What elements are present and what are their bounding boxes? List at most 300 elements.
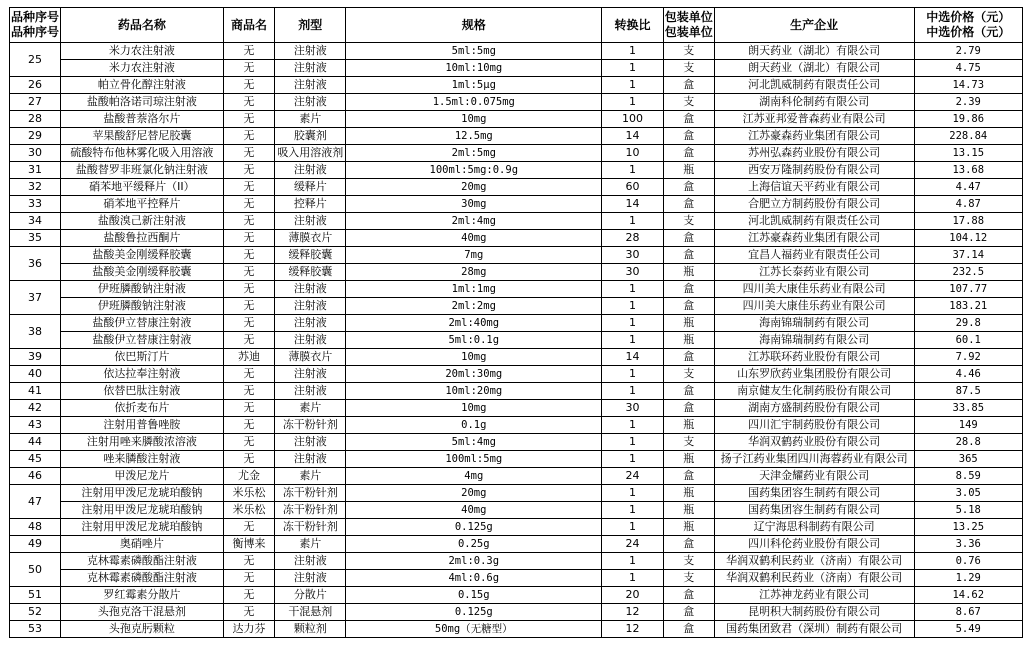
cell-drug-name: 依巴斯汀片 [61, 349, 224, 366]
header-no: 品种序号 品种序号 [10, 8, 61, 43]
cell-manufacturer: 上海信谊天平药业有限公司 [714, 179, 914, 196]
cell-ratio: 14 [602, 349, 663, 366]
header-pack-unit: 包装单位 包装单位 [663, 8, 714, 43]
cell-ratio: 1 [602, 332, 663, 349]
cell-no: 36 [10, 247, 61, 281]
cell-dosage-form: 注射液 [275, 383, 346, 400]
cell-no: 42 [10, 400, 61, 417]
cell-spec: 5ml:5mg [346, 43, 602, 60]
table-row [10, 332, 1023, 349]
cell-price: 183.21 [914, 298, 1023, 315]
cell-spec: 0.125g [346, 519, 602, 536]
cell-ratio: 1 [602, 417, 663, 434]
cell-pack-unit: 盒 [663, 77, 714, 94]
cell-ratio: 1 [602, 77, 663, 94]
cell-manufacturer: 江苏长泰药业有限公司 [714, 264, 914, 281]
cell-drug-name: 甲泼尼龙片 [61, 468, 224, 485]
cell-manufacturer: 扬子江药业集团四川海蓉药业有限公司 [714, 451, 914, 468]
cell-dosage-form: 注射液 [275, 162, 346, 179]
cell-ratio: 1 [602, 281, 663, 298]
cell-trade-name: 无 [223, 230, 275, 247]
cell-price: 37.14 [914, 247, 1023, 264]
cell-manufacturer: 合肥立方制药股份有限公司 [714, 196, 914, 213]
cell-pack-unit: 盒 [663, 281, 714, 298]
cell-drug-name: 硝苯地平控释片 [61, 196, 224, 213]
cell-no: 28 [10, 111, 61, 128]
table-row [10, 281, 1023, 298]
cell-no: 50 [10, 553, 61, 587]
cell-ratio: 1 [602, 162, 663, 179]
cell-no: 45 [10, 451, 61, 468]
cell-price: 87.5 [914, 383, 1023, 400]
cell-spec: 7mg [346, 247, 602, 264]
cell-no: 44 [10, 434, 61, 451]
cell-dosage-form: 吸入用溶液剂 [275, 145, 346, 162]
cell-spec: 4ml:0.6g [346, 570, 602, 587]
cell-ratio: 1 [602, 94, 663, 111]
cell-trade-name: 苏迪 [223, 349, 275, 366]
header-drug-name: 药品名称 [61, 8, 224, 43]
cell-manufacturer: 华润双鹤利民药业（济南）有限公司 [714, 570, 914, 587]
cell-spec: 2ml:5mg [346, 145, 602, 162]
cell-spec: 50mg（无糖型） [346, 621, 602, 638]
cell-manufacturer: 国药集团容生制药有限公司 [714, 502, 914, 519]
cell-price: 5.49 [914, 621, 1023, 638]
cell-dosage-form: 缓释胶囊 [275, 247, 346, 264]
cell-price: 365 [914, 451, 1023, 468]
cell-manufacturer: 江苏豪森药业集团有限公司 [714, 128, 914, 145]
header-row [10, 8, 1023, 43]
cell-ratio: 20 [602, 587, 663, 604]
cell-manufacturer: 华润双鹤药业股份有限公司 [714, 434, 914, 451]
cell-manufacturer: 河北凯威制药有限责任公司 [714, 77, 914, 94]
cell-price: 14.62 [914, 587, 1023, 604]
cell-manufacturer: 宜昌人福药业有限责任公司 [714, 247, 914, 264]
cell-spec: 10mg [346, 111, 602, 128]
cell-ratio: 1 [602, 434, 663, 451]
cell-trade-name: 无 [223, 587, 275, 604]
cell-dosage-form: 控释片 [275, 196, 346, 213]
cell-no: 26 [10, 77, 61, 94]
cell-drug-name: 米力农注射液 [61, 43, 224, 60]
cell-pack-unit: 支 [663, 94, 714, 111]
cell-trade-name: 无 [223, 315, 275, 332]
cell-pack-unit: 盒 [663, 536, 714, 553]
cell-drug-name: 米力农注射液 [61, 60, 224, 77]
cell-spec: 1ml:1mg [346, 281, 602, 298]
cell-trade-name: 无 [223, 196, 275, 213]
cell-dosage-form: 注射液 [275, 332, 346, 349]
cell-manufacturer: 四川美大康佳乐药业有限公司 [714, 298, 914, 315]
cell-drug-name: 盐酸普萘洛尔片 [61, 111, 224, 128]
cell-spec: 0.1g [346, 417, 602, 434]
cell-price: 33.85 [914, 400, 1023, 417]
cell-spec: 2ml:2mg [346, 298, 602, 315]
cell-spec: 28mg [346, 264, 602, 281]
cell-dosage-form: 素片 [275, 536, 346, 553]
table-row [10, 383, 1023, 400]
cell-pack-unit: 盒 [663, 383, 714, 400]
cell-trade-name: 无 [223, 434, 275, 451]
cell-price: 8.59 [914, 468, 1023, 485]
cell-spec: 10ml:20mg [346, 383, 602, 400]
cell-spec: 10ml:10mg [346, 60, 602, 77]
cell-ratio: 24 [602, 536, 663, 553]
table-row [10, 43, 1023, 60]
cell-dosage-form: 素片 [275, 111, 346, 128]
cell-dosage-form: 注射液 [275, 570, 346, 587]
cell-pack-unit: 瓶 [663, 417, 714, 434]
cell-drug-name: 依替巴肽注射液 [61, 383, 224, 400]
cell-price: 13.25 [914, 519, 1023, 536]
cell-no: 31 [10, 162, 61, 179]
cell-price: 28.8 [914, 434, 1023, 451]
table-row [10, 417, 1023, 434]
cell-dosage-form: 注射液 [275, 60, 346, 77]
cell-drug-name: 盐酸伊立替康注射液 [61, 332, 224, 349]
cell-ratio: 14 [602, 196, 663, 213]
cell-trade-name: 无 [223, 43, 275, 60]
cell-ratio: 1 [602, 519, 663, 536]
table-row [10, 264, 1023, 281]
cell-no: 30 [10, 145, 61, 162]
cell-price: 17.88 [914, 213, 1023, 230]
cell-dosage-form: 注射液 [275, 281, 346, 298]
cell-manufacturer: 四川美大康佳乐药业有限公司 [714, 281, 914, 298]
cell-drug-name: 盐酸鲁拉西酮片 [61, 230, 224, 247]
cell-price: 7.92 [914, 349, 1023, 366]
cell-dosage-form: 冻干粉针剂 [275, 485, 346, 502]
cell-ratio: 12 [602, 604, 663, 621]
cell-pack-unit: 瓶 [663, 162, 714, 179]
cell-ratio: 30 [602, 247, 663, 264]
cell-no: 51 [10, 587, 61, 604]
cell-pack-unit: 盒 [663, 230, 714, 247]
cell-manufacturer: 华润双鹤利民药业（济南）有限公司 [714, 553, 914, 570]
table-row [10, 604, 1023, 621]
cell-trade-name: 无 [223, 60, 275, 77]
cell-trade-name: 无 [223, 417, 275, 434]
cell-manufacturer: 海南锦瑞制药有限公司 [714, 315, 914, 332]
cell-manufacturer: 朗天药业（湖北）有限公司 [714, 60, 914, 77]
cell-manufacturer: 海南锦瑞制药有限公司 [714, 332, 914, 349]
cell-pack-unit: 盒 [663, 128, 714, 145]
cell-pack-unit: 盒 [663, 604, 714, 621]
cell-dosage-form: 注射液 [275, 315, 346, 332]
cell-pack-unit: 瓶 [663, 485, 714, 502]
cell-drug-name: 盐酸美金刚缓释胶囊 [61, 264, 224, 281]
header-manufacturer: 生产企业 [714, 8, 914, 43]
cell-drug-name: 唑来膦酸注射液 [61, 451, 224, 468]
cell-no: 40 [10, 366, 61, 383]
cell-no: 53 [10, 621, 61, 638]
cell-price: 2.79 [914, 43, 1023, 60]
cell-price: 2.39 [914, 94, 1023, 111]
cell-dosage-form: 分散片 [275, 587, 346, 604]
cell-manufacturer: 江苏亚邦爱普森药业有限公司 [714, 111, 914, 128]
table-row [10, 468, 1023, 485]
cell-drug-name: 奥硝唑片 [61, 536, 224, 553]
table-row [10, 196, 1023, 213]
table-row [10, 315, 1023, 332]
cell-spec: 2ml:0.3g [346, 553, 602, 570]
drug-price-table [9, 7, 1023, 638]
cell-no: 35 [10, 230, 61, 247]
cell-trade-name: 米乐松 [223, 485, 275, 502]
cell-dosage-form: 注射液 [275, 94, 346, 111]
table-body [10, 43, 1023, 638]
cell-dosage-form: 干混悬剂 [275, 604, 346, 621]
cell-spec: 5ml:0.1g [346, 332, 602, 349]
cell-drug-name: 盐酸帕洛诺司琼注射液 [61, 94, 224, 111]
cell-drug-name: 头孢克肟颗粒 [61, 621, 224, 638]
cell-dosage-form: 薄膜衣片 [275, 349, 346, 366]
cell-pack-unit: 盒 [663, 400, 714, 417]
cell-trade-name: 无 [223, 77, 275, 94]
cell-no: 25 [10, 43, 61, 77]
cell-price: 14.73 [914, 77, 1023, 94]
cell-no: 39 [10, 349, 61, 366]
cell-dosage-form: 注射液 [275, 366, 346, 383]
table-row [10, 366, 1023, 383]
cell-no: 38 [10, 315, 61, 349]
table-row [10, 451, 1023, 468]
cell-ratio: 30 [602, 264, 663, 281]
cell-ratio: 24 [602, 468, 663, 485]
cell-price: 4.87 [914, 196, 1023, 213]
cell-drug-name: 罗红霉素分散片 [61, 587, 224, 604]
cell-drug-name: 注射用甲泼尼龙琥珀酸钠 [61, 502, 224, 519]
cell-dosage-form: 注射液 [275, 553, 346, 570]
cell-manufacturer: 江苏神龙药业有限公司 [714, 587, 914, 604]
cell-trade-name: 达力芬 [223, 621, 275, 638]
cell-manufacturer: 南京健友生化制药股份有限公司 [714, 383, 914, 400]
cell-spec: 4mg [346, 468, 602, 485]
cell-drug-name: 依折麦布片 [61, 400, 224, 417]
cell-manufacturer: 湖南科伦制药有限公司 [714, 94, 914, 111]
cell-trade-name: 无 [223, 451, 275, 468]
cell-no: 43 [10, 417, 61, 434]
cell-spec: 1ml:5μg [346, 77, 602, 94]
cell-manufacturer: 河北凯威制药有限责任公司 [714, 213, 914, 230]
cell-manufacturer: 山东罗欣药业集团股份有限公司 [714, 366, 914, 383]
cell-trade-name: 无 [223, 366, 275, 383]
cell-pack-unit: 支 [663, 570, 714, 587]
cell-manufacturer: 国药集团致君（深圳）制药有限公司 [714, 621, 914, 638]
table-row [10, 128, 1023, 145]
table-row [10, 570, 1023, 587]
cell-ratio: 1 [602, 60, 663, 77]
cell-ratio: 28 [602, 230, 663, 247]
cell-dosage-form: 颗粒剂 [275, 621, 346, 638]
table-row [10, 485, 1023, 502]
cell-spec: 10mg [346, 400, 602, 417]
cell-spec: 40mg [346, 230, 602, 247]
cell-trade-name: 无 [223, 111, 275, 128]
cell-trade-name: 无 [223, 128, 275, 145]
cell-manufacturer: 辽宁海思科制药有限公司 [714, 519, 914, 536]
table-row [10, 434, 1023, 451]
cell-dosage-form: 冻干粉针剂 [275, 417, 346, 434]
cell-ratio: 1 [602, 43, 663, 60]
cell-price: 13.68 [914, 162, 1023, 179]
cell-drug-name: 硫酸特布他林雾化吸入用溶液 [61, 145, 224, 162]
cell-price: 4.46 [914, 366, 1023, 383]
cell-pack-unit: 盒 [663, 349, 714, 366]
cell-dosage-form: 注射液 [275, 43, 346, 60]
cell-pack-unit: 盒 [663, 111, 714, 128]
cell-ratio: 60 [602, 179, 663, 196]
cell-spec: 12.5mg [346, 128, 602, 145]
cell-pack-unit: 盒 [663, 247, 714, 264]
cell-trade-name: 无 [223, 281, 275, 298]
cell-no: 46 [10, 468, 61, 485]
cell-spec: 1.5ml:0.075mg [346, 94, 602, 111]
cell-no: 29 [10, 128, 61, 145]
cell-dosage-form: 薄膜衣片 [275, 230, 346, 247]
cell-manufacturer: 四川汇宇制药股份有限公司 [714, 417, 914, 434]
cell-dosage-form: 胶囊剂 [275, 128, 346, 145]
cell-trade-name: 无 [223, 94, 275, 111]
cell-price: 104.12 [914, 230, 1023, 247]
table-row [10, 162, 1023, 179]
cell-manufacturer: 国药集团容生制药有限公司 [714, 485, 914, 502]
table-row [10, 111, 1023, 128]
cell-no: 32 [10, 179, 61, 196]
cell-price: 0.76 [914, 553, 1023, 570]
cell-dosage-form: 注射液 [275, 77, 346, 94]
cell-drug-name: 帕立骨化醇注射液 [61, 77, 224, 94]
cell-dosage-form: 素片 [275, 468, 346, 485]
cell-pack-unit: 瓶 [663, 519, 714, 536]
cell-trade-name: 无 [223, 604, 275, 621]
cell-spec: 0.125g [346, 604, 602, 621]
table-row [10, 94, 1023, 111]
header-dosage-form: 剂型 [275, 8, 346, 43]
cell-pack-unit: 盒 [663, 298, 714, 315]
cell-trade-name: 无 [223, 400, 275, 417]
cell-spec: 20mg [346, 485, 602, 502]
cell-pack-unit: 支 [663, 43, 714, 60]
table-row [10, 247, 1023, 264]
cell-dosage-form: 冻干粉针剂 [275, 502, 346, 519]
cell-ratio: 14 [602, 128, 663, 145]
cell-no: 47 [10, 485, 61, 519]
cell-drug-name: 注射用甲泼尼龙琥珀酸钠 [61, 519, 224, 536]
header-price: 中选价格（元） 中选价格（元） [914, 8, 1023, 43]
cell-no: 52 [10, 604, 61, 621]
table-row [10, 349, 1023, 366]
cell-trade-name: 无 [223, 264, 275, 281]
cell-pack-unit: 支 [663, 60, 714, 77]
cell-ratio: 100 [602, 111, 663, 128]
table-row [10, 519, 1023, 536]
cell-trade-name: 无 [223, 570, 275, 587]
cell-ratio: 30 [602, 400, 663, 417]
cell-dosage-form: 素片 [275, 400, 346, 417]
table-row [10, 400, 1023, 417]
cell-pack-unit: 盒 [663, 621, 714, 638]
cell-drug-name: 克林霉素磷酸酯注射液 [61, 553, 224, 570]
cell-pack-unit: 瓶 [663, 315, 714, 332]
cell-ratio: 1 [602, 213, 663, 230]
table-row [10, 587, 1023, 604]
cell-no: 27 [10, 94, 61, 111]
cell-spec: 0.15g [346, 587, 602, 604]
cell-price: 29.8 [914, 315, 1023, 332]
cell-price: 60.1 [914, 332, 1023, 349]
cell-price: 1.29 [914, 570, 1023, 587]
cell-spec: 40mg [346, 502, 602, 519]
header-ratio: 转换比 [602, 8, 663, 43]
cell-spec: 20ml:30mg [346, 366, 602, 383]
cell-price: 3.05 [914, 485, 1023, 502]
cell-dosage-form: 注射液 [275, 298, 346, 315]
cell-manufacturer: 西安万隆制药股份有限公司 [714, 162, 914, 179]
cell-manufacturer: 苏州弘森药业股份有限公司 [714, 145, 914, 162]
cell-manufacturer: 江苏联环药业股份有限公司 [714, 349, 914, 366]
cell-manufacturer: 天津金耀药业有限公司 [714, 468, 914, 485]
table-row [10, 179, 1023, 196]
cell-pack-unit: 盒 [663, 145, 714, 162]
cell-dosage-form: 注射液 [275, 451, 346, 468]
cell-spec: 20mg [346, 179, 602, 196]
cell-drug-name: 伊班膦酸钠注射液 [61, 298, 224, 315]
cell-no: 49 [10, 536, 61, 553]
cell-drug-name: 盐酸伊立替康注射液 [61, 315, 224, 332]
cell-spec: 10mg [346, 349, 602, 366]
cell-price: 232.5 [914, 264, 1023, 281]
cell-dosage-form: 注射液 [275, 213, 346, 230]
cell-manufacturer: 湖南方盛制药股份有限公司 [714, 400, 914, 417]
cell-drug-name: 头孢克洛干混悬剂 [61, 604, 224, 621]
cell-manufacturer: 朗天药业（湖北）有限公司 [714, 43, 914, 60]
table-row [10, 60, 1023, 77]
table-row [10, 621, 1023, 638]
cell-drug-name: 注射用甲泼尼龙琥珀酸钠 [61, 485, 224, 502]
table-row [10, 145, 1023, 162]
cell-pack-unit: 盒 [663, 196, 714, 213]
cell-pack-unit: 支 [663, 366, 714, 383]
cell-spec: 2ml:4mg [346, 213, 602, 230]
cell-no: 34 [10, 213, 61, 230]
table-row [10, 553, 1023, 570]
cell-no: 48 [10, 519, 61, 536]
cell-pack-unit: 瓶 [663, 332, 714, 349]
cell-ratio: 1 [602, 553, 663, 570]
cell-pack-unit: 盒 [663, 587, 714, 604]
cell-pack-unit: 支 [663, 553, 714, 570]
cell-ratio: 1 [602, 383, 663, 400]
cell-spec: 5ml:4mg [346, 434, 602, 451]
cell-trade-name: 无 [223, 383, 275, 400]
cell-trade-name: 无 [223, 162, 275, 179]
cell-trade-name: 无 [223, 332, 275, 349]
cell-manufacturer: 江苏豪森药业集团有限公司 [714, 230, 914, 247]
cell-ratio: 1 [602, 570, 663, 587]
table-row [10, 536, 1023, 553]
cell-trade-name: 无 [223, 213, 275, 230]
table-row [10, 502, 1023, 519]
cell-drug-name: 盐酸溴己新注射液 [61, 213, 224, 230]
cell-trade-name: 无 [223, 553, 275, 570]
cell-drug-name: 伊班膦酸钠注射液 [61, 281, 224, 298]
cell-spec: 100ml:5mg [346, 451, 602, 468]
cell-manufacturer: 昆明积大制药股份有限公司 [714, 604, 914, 621]
cell-spec: 2ml:40mg [346, 315, 602, 332]
cell-pack-unit: 支 [663, 213, 714, 230]
cell-dosage-form: 注射液 [275, 434, 346, 451]
